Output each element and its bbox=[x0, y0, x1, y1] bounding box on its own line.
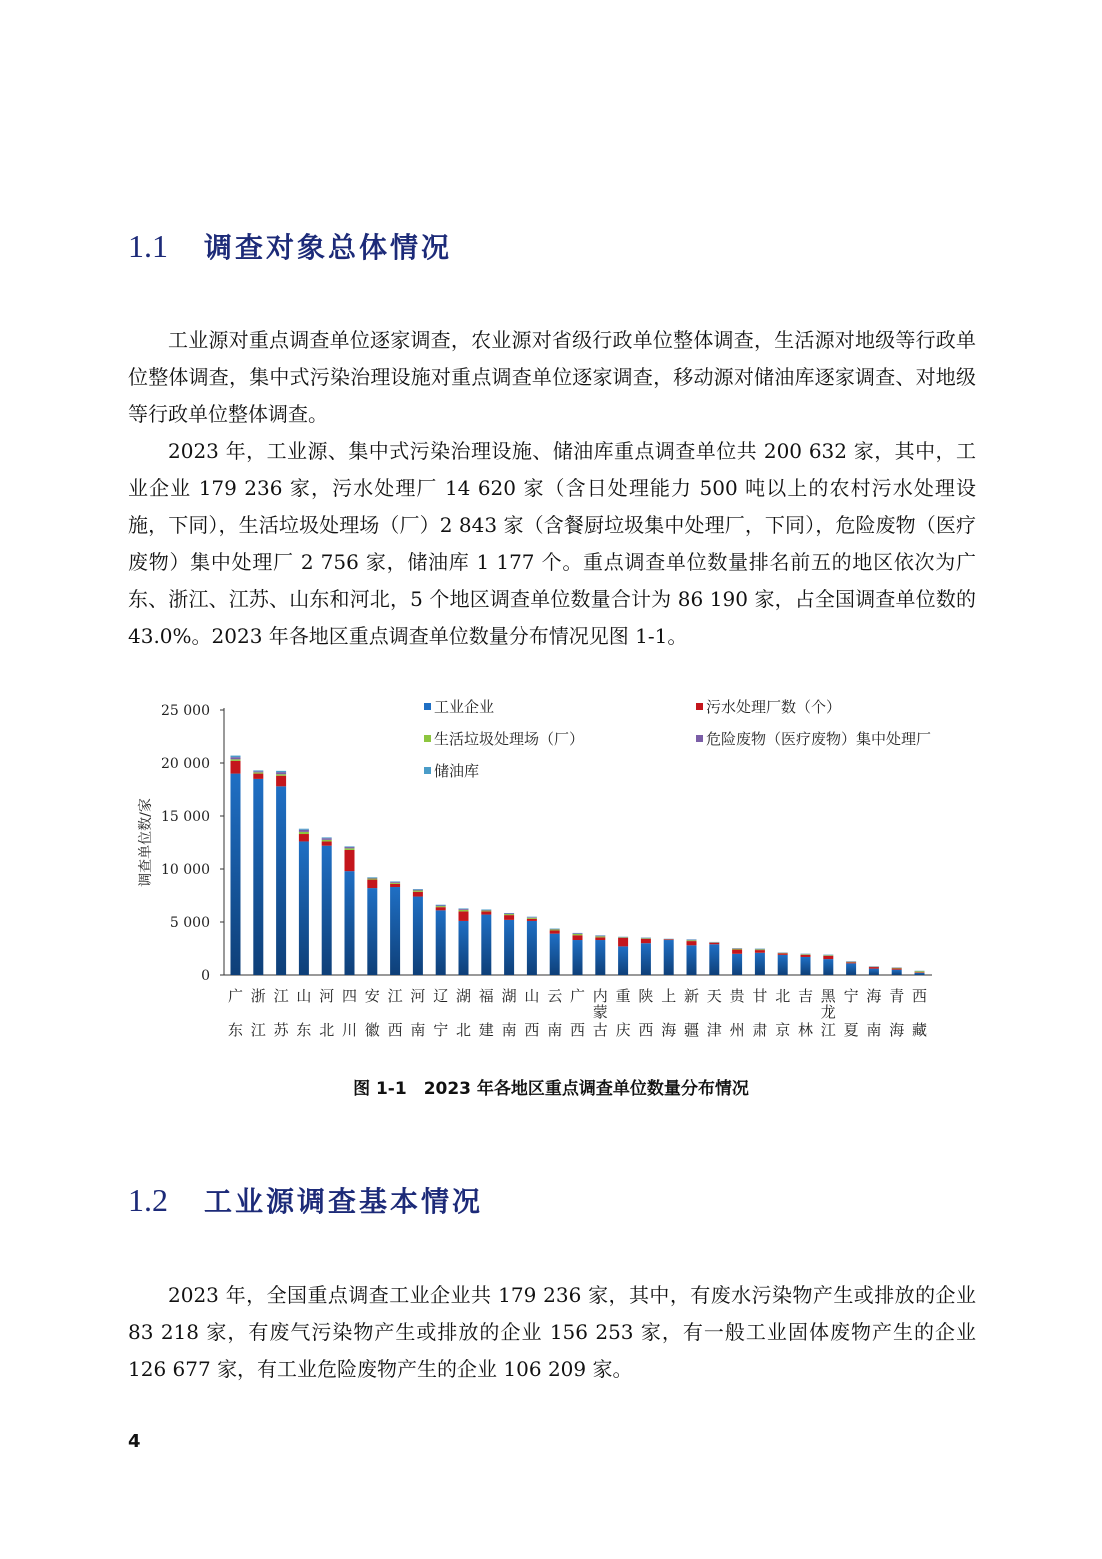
x-tick-label: 南 bbox=[547, 1021, 563, 1039]
bar-segment bbox=[687, 940, 697, 941]
x-tick-label: 夏 bbox=[843, 1021, 859, 1039]
bar-segment bbox=[527, 917, 537, 918]
bar-segment bbox=[276, 771, 286, 772]
bar-segment bbox=[709, 943, 719, 945]
paragraph: 工业源对重点调查单位逐家调查，农业源对省级行政单位整体调查，生活源对地级等行政单位整体调查，集中式污染治理设施对重点调查单位逐家调查，移动源对储油库逐家调查、对地级等行政单位整体调查。 bbox=[128, 328, 976, 426]
y-tick-label: 5 000 bbox=[169, 915, 210, 931]
bar-segment bbox=[618, 938, 628, 946]
x-tick-label: 云 bbox=[547, 987, 563, 1005]
bar-segment bbox=[892, 968, 902, 969]
x-tick-label: 江 bbox=[250, 1021, 266, 1039]
bar-segment bbox=[436, 906, 446, 907]
paragraph: 2023 年，工业源、集中式污染治理设施、储油库重点调查单位共 200 632 家，其中，工业企业 179 236 家，污水处理厂 14 620 家（含日处理能力 500 吨以上的农村污水处理设施，下同），生活垃圾处理场（厂）2 843 家（含餐厨垃圾集中处理厂，下同），危险废物（医疗废物）集中处理厂 2 756 家，储油库 1 177 个。重点调查单位数量排名前五的地区依次为广东、浙江、江苏、山东和河北，5 个地区调查单位数量合计为 86 190 家，占全国调查单位数的 43.0%。2023 年各地区重点调查单位数量分布情况见图 1-1。 bbox=[128, 439, 976, 648]
bar-segment bbox=[276, 774, 286, 775]
bar-segment bbox=[299, 834, 309, 841]
page-number: 4 bbox=[128, 1431, 141, 1452]
bar-segment bbox=[527, 917, 537, 918]
bar-segment bbox=[345, 850, 355, 871]
x-tick-label: 江 bbox=[387, 987, 403, 1005]
bar-segment bbox=[550, 934, 560, 975]
legend-swatch bbox=[696, 735, 703, 742]
legend-label: 污水处理厂数（个） bbox=[706, 698, 842, 716]
legend-label: 工业企业 bbox=[434, 698, 495, 716]
bar-segment bbox=[345, 846, 355, 847]
x-tick-label: 江 bbox=[820, 1021, 836, 1039]
bar-segment bbox=[459, 909, 469, 910]
x-tick-label: 西 bbox=[524, 1021, 540, 1039]
x-tick-label: 广 bbox=[227, 987, 244, 1005]
bar-segment bbox=[801, 957, 811, 975]
bar-segment bbox=[390, 883, 400, 884]
x-tick-label: 东 bbox=[296, 1021, 312, 1039]
legend-swatch bbox=[424, 735, 431, 742]
bar-segment bbox=[641, 938, 651, 939]
x-tick-label: 湖 bbox=[455, 987, 472, 1005]
bar-segment bbox=[322, 837, 332, 838]
bar-segment bbox=[276, 776, 286, 787]
legend-swatch bbox=[424, 703, 431, 710]
x-tick-label: 江 bbox=[273, 987, 289, 1005]
bar-segment bbox=[527, 919, 537, 921]
x-tick-label: 京 bbox=[775, 1021, 791, 1039]
bar-segment bbox=[481, 911, 491, 914]
x-tick-label: 肃 bbox=[752, 1021, 768, 1039]
bar-segment bbox=[595, 937, 605, 940]
bar-segment bbox=[231, 774, 241, 975]
bar-segment bbox=[618, 937, 628, 938]
bar-segment bbox=[367, 877, 377, 878]
bar-segment bbox=[481, 909, 491, 910]
x-tick-label: 青 bbox=[889, 987, 905, 1005]
bar-segment bbox=[253, 772, 263, 773]
bar-segment bbox=[390, 884, 400, 887]
bar-segment bbox=[367, 879, 377, 880]
x-tick-label: 川 bbox=[341, 1021, 358, 1039]
x-tick-label: 宁 bbox=[843, 987, 859, 1005]
bar-segment bbox=[823, 955, 833, 956]
x-tick-label: 州 bbox=[729, 1021, 745, 1039]
bar-segment bbox=[436, 907, 446, 910]
section-heading-1-1 bbox=[128, 226, 452, 266]
bar-segment bbox=[459, 921, 469, 975]
bar-segment bbox=[459, 911, 469, 921]
section-title: 调查对象总体情况 bbox=[204, 231, 453, 264]
bar-segment bbox=[459, 908, 469, 909]
x-tick-label: 吉 bbox=[797, 987, 814, 1005]
legend-label: 危险废物（医疗废物）集中处理厂 bbox=[706, 730, 932, 748]
section-title: 工业源调查基本情况 bbox=[204, 1185, 484, 1218]
bar-segment bbox=[504, 920, 514, 975]
x-tick-label: 徽 bbox=[364, 1021, 380, 1039]
bar-segment bbox=[595, 936, 605, 937]
x-tick-label: 四 bbox=[341, 987, 358, 1005]
legend-swatch bbox=[424, 767, 431, 774]
bar-segment bbox=[641, 943, 651, 975]
bar-segment bbox=[527, 921, 537, 975]
bar-segment bbox=[550, 929, 560, 930]
bar-segment bbox=[732, 954, 742, 975]
bar-segment bbox=[527, 918, 537, 919]
x-tick-label: 庆 bbox=[615, 1021, 631, 1039]
bar-segment bbox=[436, 905, 446, 906]
bar-segment bbox=[253, 771, 263, 772]
bar-segment bbox=[504, 913, 514, 914]
bar-segment bbox=[436, 910, 446, 975]
bar-segment bbox=[732, 950, 742, 954]
x-tick-label: 藏 bbox=[911, 1021, 928, 1039]
bar-segment bbox=[299, 832, 309, 834]
bar-segment bbox=[276, 772, 286, 774]
x-tick-label: 甘 bbox=[752, 987, 768, 1005]
bar-segment bbox=[413, 891, 423, 892]
x-tick-label: 山 bbox=[296, 987, 312, 1005]
x-tick-label: 山 bbox=[524, 987, 540, 1005]
bar-segment bbox=[573, 933, 583, 934]
bar-segment bbox=[367, 878, 377, 879]
bar-segment bbox=[231, 761, 241, 774]
bar-segment bbox=[846, 962, 856, 963]
bar-segment bbox=[481, 911, 491, 912]
bar-segment bbox=[231, 757, 241, 759]
x-tick-label: 蒙 bbox=[592, 1003, 608, 1021]
figure-caption: 图 1-1 2023 年各地区重点调查单位数量分布情况 bbox=[353, 1079, 749, 1099]
x-tick-label: 海 bbox=[661, 1021, 677, 1039]
bar-segment bbox=[846, 962, 856, 963]
bar-segment bbox=[595, 936, 605, 937]
bar-segment bbox=[413, 890, 423, 891]
x-tick-label: 河 bbox=[410, 987, 426, 1005]
bar-segment bbox=[413, 892, 423, 897]
bar-segment bbox=[801, 954, 811, 955]
bar-segment bbox=[755, 950, 765, 953]
legend-swatch bbox=[696, 703, 703, 710]
bar-segment bbox=[755, 953, 765, 975]
x-tick-label: 新 bbox=[683, 987, 700, 1005]
bar-segment bbox=[846, 963, 856, 975]
x-tick-label: 内 bbox=[592, 987, 608, 1005]
y-tick-label: 10 000 bbox=[161, 862, 210, 878]
x-tick-label: 北 bbox=[455, 1021, 472, 1039]
x-tick-label: 宁 bbox=[433, 1021, 449, 1039]
section-heading-1-2 bbox=[128, 1180, 483, 1220]
x-tick-label: 海 bbox=[866, 987, 882, 1005]
x-tick-label: 天 bbox=[706, 987, 722, 1005]
y-tick-label: 15 000 bbox=[161, 809, 210, 825]
bar-segment bbox=[573, 935, 583, 940]
bar-segment bbox=[367, 888, 377, 975]
bar-segment bbox=[641, 939, 651, 943]
bar-segment bbox=[664, 939, 674, 940]
bar-segment bbox=[459, 910, 469, 912]
x-tick-label: 建 bbox=[478, 1021, 494, 1039]
x-tick-label: 西 bbox=[911, 987, 928, 1005]
x-tick-label: 上 bbox=[661, 987, 677, 1005]
x-tick-label: 苏 bbox=[273, 1021, 289, 1039]
bar-segment bbox=[231, 759, 241, 761]
y-tick-label: 25 000 bbox=[161, 703, 210, 719]
x-tick-label: 西 bbox=[387, 1021, 403, 1039]
bar-segment bbox=[664, 940, 674, 975]
bar-segment bbox=[709, 944, 719, 975]
legend-label: 生活垃圾处理场（厂） bbox=[434, 730, 585, 748]
bar-segment bbox=[595, 940, 605, 975]
x-tick-label: 南 bbox=[866, 1021, 882, 1039]
bar-segment bbox=[253, 770, 263, 771]
bar-segment bbox=[573, 934, 583, 935]
bar-segment bbox=[801, 955, 811, 957]
bar-segment bbox=[504, 914, 514, 915]
bar-segment bbox=[367, 880, 377, 888]
bar-segment bbox=[823, 956, 833, 959]
bar-segment bbox=[618, 946, 628, 975]
bar-segment bbox=[322, 838, 332, 840]
x-tick-label: 津 bbox=[706, 1021, 722, 1039]
section-number: 1.2 bbox=[128, 1182, 168, 1218]
x-tick-label: 龙 bbox=[820, 1003, 836, 1021]
bar-segment bbox=[755, 949, 765, 950]
bar-segment bbox=[481, 915, 491, 975]
bar-segment bbox=[299, 841, 309, 975]
bar-segment bbox=[504, 915, 514, 920]
bar-segment bbox=[573, 940, 583, 975]
bar-segment bbox=[436, 905, 446, 906]
bar-segment bbox=[253, 774, 263, 779]
legend-label: 储油库 bbox=[434, 762, 480, 780]
x-tick-label: 疆 bbox=[683, 1021, 700, 1039]
bar-segment bbox=[322, 841, 332, 845]
bar-segment bbox=[641, 938, 651, 939]
y-tick-label: 0 bbox=[201, 968, 210, 984]
bar-segment bbox=[869, 967, 879, 969]
bar-segment bbox=[892, 968, 902, 969]
bar-segment bbox=[299, 829, 309, 830]
x-tick-label: 贵 bbox=[729, 987, 745, 1005]
bar-segment bbox=[778, 953, 788, 955]
bar-segment bbox=[687, 945, 697, 975]
bar-segment bbox=[345, 871, 355, 975]
x-tick-label: 重 bbox=[615, 987, 631, 1005]
y-axis-label: 调查单位数/家 bbox=[138, 798, 154, 887]
x-tick-label: 黑 bbox=[820, 987, 836, 1005]
bar-segment bbox=[390, 882, 400, 883]
bar-segment bbox=[869, 969, 879, 975]
x-tick-label: 海 bbox=[889, 1021, 905, 1039]
bar-segment bbox=[481, 910, 491, 911]
bar-segment bbox=[390, 881, 400, 882]
bar-segment bbox=[755, 949, 765, 950]
bar-segment bbox=[915, 972, 925, 973]
bar-segment bbox=[299, 830, 309, 832]
y-tick-label: 20 000 bbox=[161, 756, 210, 772]
bar-segment bbox=[915, 973, 925, 975]
bar-segment bbox=[823, 959, 833, 975]
x-tick-label: 河 bbox=[319, 987, 335, 1005]
x-tick-label: 安 bbox=[364, 987, 380, 1005]
x-tick-label: 湖 bbox=[501, 987, 517, 1005]
bar-segment bbox=[413, 889, 423, 890]
x-tick-label: 北 bbox=[775, 987, 791, 1005]
section-number: 1.1 bbox=[128, 228, 168, 264]
x-tick-label: 北 bbox=[319, 1021, 335, 1039]
bar-segment bbox=[550, 930, 560, 933]
bar-segment bbox=[253, 779, 263, 975]
x-tick-label: 辽 bbox=[433, 987, 449, 1005]
stacked-bar-chart bbox=[128, 690, 978, 1050]
bar-segment bbox=[231, 756, 241, 758]
x-tick-label: 西 bbox=[569, 1021, 586, 1039]
bar-segment bbox=[345, 848, 355, 850]
bar-segment bbox=[276, 786, 286, 975]
paragraph: 2023 年，全国重点调查工业企业共 179 236 家，其中，有废水污染物产生或排放的企业 83 218 家，有废气污染物产生或排放的企业 156 253 家，有一般工业固体废物产生的企业 126 677 家，有工业危险废物产生的企业 106 209 家。 bbox=[128, 1283, 976, 1381]
bar-segment bbox=[345, 847, 355, 848]
x-tick-label: 浙 bbox=[250, 987, 266, 1005]
bar-segment bbox=[732, 949, 742, 950]
x-tick-label: 古 bbox=[592, 1021, 608, 1039]
bar-segment bbox=[322, 840, 332, 842]
x-tick-label: 南 bbox=[410, 1021, 426, 1039]
bar-segment bbox=[322, 846, 332, 975]
bar-segment bbox=[892, 970, 902, 975]
x-tick-label: 林 bbox=[797, 1021, 814, 1039]
bar-segment bbox=[413, 897, 423, 975]
x-tick-label: 广 bbox=[569, 987, 586, 1005]
bar-segment bbox=[915, 971, 925, 972]
x-tick-label: 陕 bbox=[638, 987, 654, 1005]
x-tick-label: 东 bbox=[227, 1021, 244, 1039]
bar-segment bbox=[778, 955, 788, 975]
x-tick-label: 西 bbox=[638, 1021, 654, 1039]
x-tick-label: 福 bbox=[478, 987, 494, 1005]
bar-segment bbox=[687, 940, 697, 941]
bar-segment bbox=[687, 941, 697, 945]
bar-segment bbox=[390, 887, 400, 975]
x-tick-label: 南 bbox=[501, 1021, 517, 1039]
